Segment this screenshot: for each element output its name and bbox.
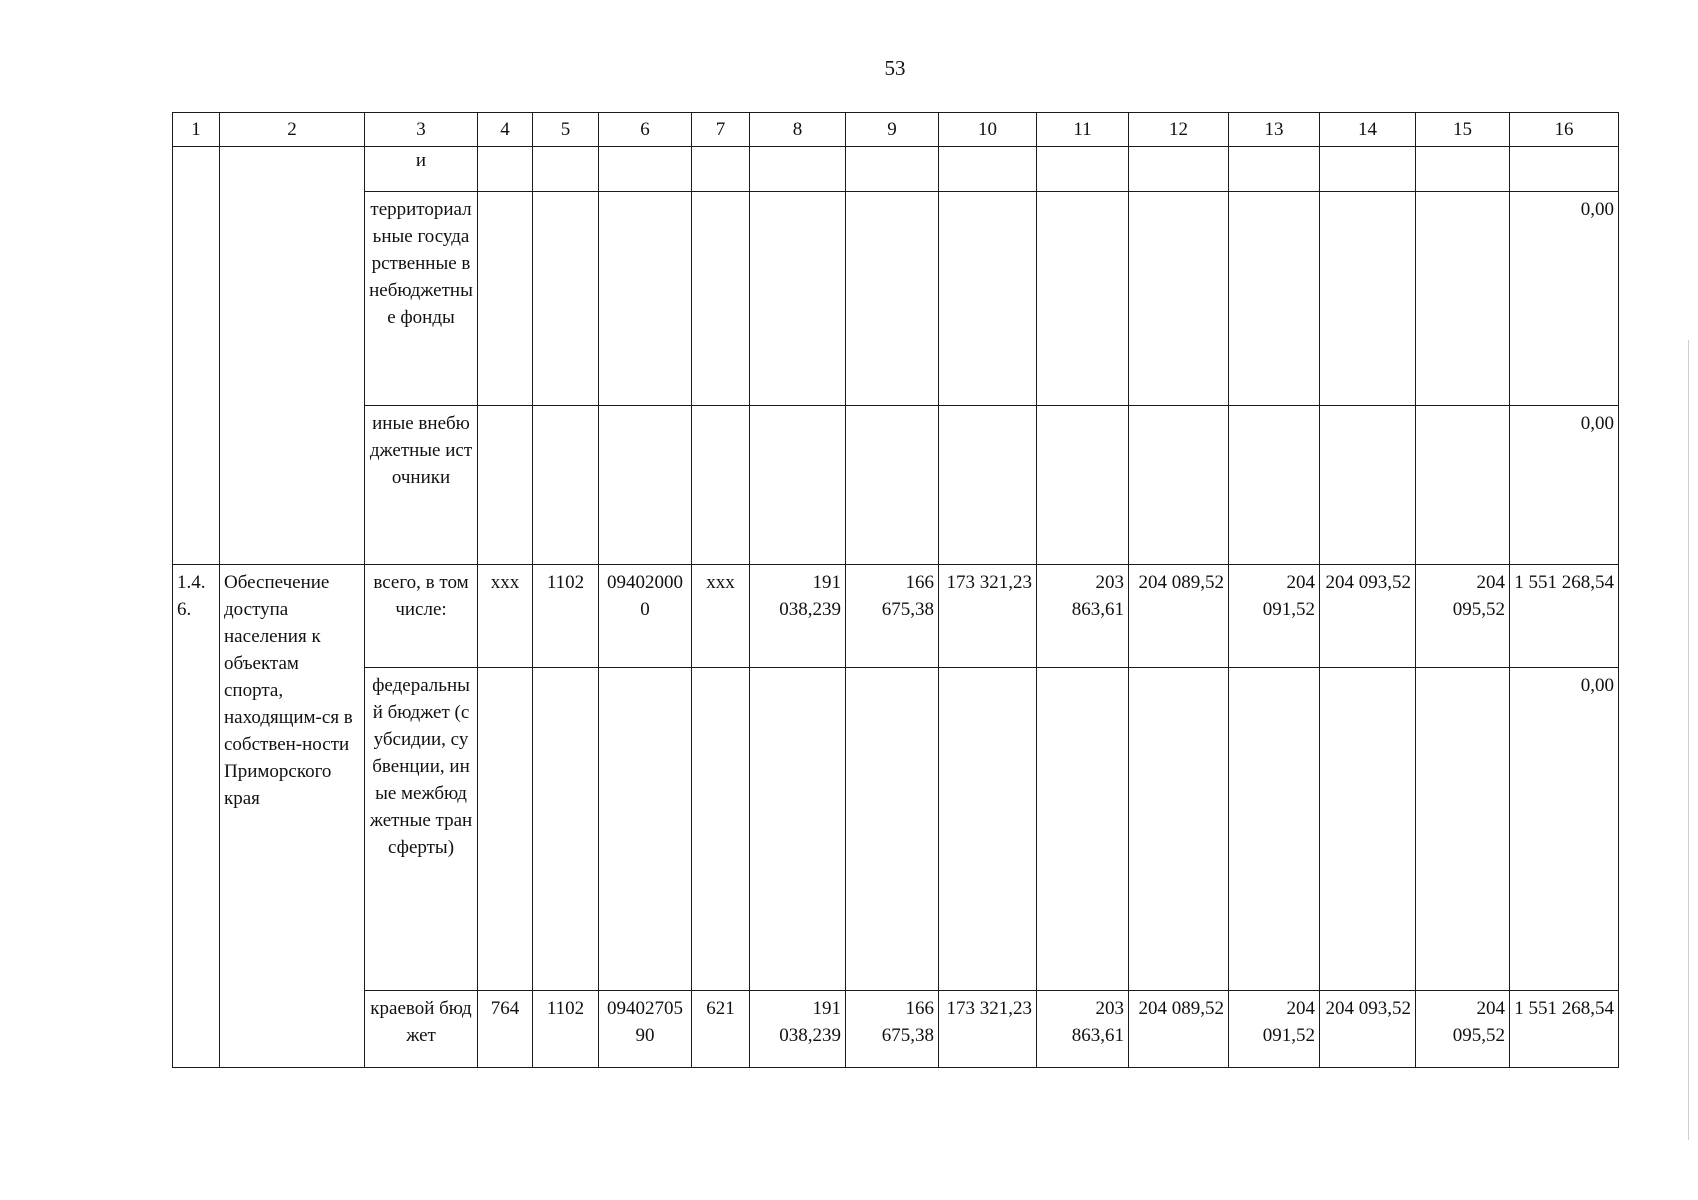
header-cell: 3 [365,113,478,147]
funding-source-cell: краевой бюджет [365,991,478,1068]
cell-c15: 204 095,52 [1416,565,1510,668]
total-cell: 0,00 [1510,192,1619,406]
header-cell: 8 [750,113,846,147]
cell-c15: 204 095,52 [1416,991,1510,1068]
table-row [173,406,1619,565]
cell-c5: 1102 [533,565,599,668]
funding-source-cell: и [365,147,478,192]
cell-c9: 166 675,38 [846,991,939,1068]
cell-c16: 1 551 268,54 [1510,991,1619,1068]
funding-source-cell: территориальные государственные внебюджетные фонды [365,192,478,406]
table-row [173,668,1619,991]
funding-source-cell: иные внебюджетные источники [365,406,478,565]
budget-table [172,112,1619,1068]
item-name-cell: Обеспечение доступа населения к объектам спорта, находящим-ся в собствен-ности Приморского края [220,565,365,1068]
cell-c13: 204 091,52 [1229,565,1320,668]
cell-c4: ххх [478,565,533,668]
header-row [173,113,1619,147]
funding-source-cell: всего, в том числе: [365,565,478,668]
cell-c7: 621 [692,991,750,1068]
cell-c12: 204 089,52 [1129,565,1229,668]
header-cell: 7 [692,113,750,147]
table-row [173,991,1619,1068]
cell-c6: 0940270590 [599,991,692,1068]
funding-source-cell: федеральный бюджет (субсидии, субвенции, иные межбюджетные трансферты) [365,668,478,991]
cell-c7: ххх [692,565,750,668]
header-cell: 10 [939,113,1037,147]
header-cell: 4 [478,113,533,147]
table-row [173,147,1619,192]
cell-c4: 764 [478,991,533,1068]
cell-c14: 204 093,52 [1320,565,1416,668]
cell-c6: 094020000 [599,565,692,668]
page-number: 53 [884,56,906,80]
cell-c10: 173 321,23 [939,565,1037,668]
cell-c11: 203 863,61 [1037,991,1129,1068]
header-cell: 1 [173,113,220,147]
header-cell: 11 [1037,113,1129,147]
header-cell: 2 [220,113,365,147]
cell-c13: 204 091,52 [1229,991,1320,1068]
cell-c8: 191 038,239 [750,565,846,668]
item-number-cell: 1.4.6. [173,565,220,1068]
header-cell: 16 [1510,113,1619,147]
cell-c9: 166 675,38 [846,565,939,668]
table-row [173,565,1619,668]
header-cell: 13 [1229,113,1320,147]
scan-edge-line [1688,340,1689,1140]
header-cell: 6 [599,113,692,147]
item-number-cell [173,147,220,565]
cell-c12: 204 089,52 [1129,991,1229,1068]
header-cell: 14 [1320,113,1416,147]
header-cell: 12 [1129,113,1229,147]
item-name-cell [220,147,365,565]
cell-c16: 0,00 [1510,668,1619,991]
cell-c8: 191 038,239 [750,991,846,1068]
cell-c5: 1102 [533,991,599,1068]
header-cell: 9 [846,113,939,147]
header-cell: 5 [533,113,599,147]
total-cell: 0,00 [1510,406,1619,565]
header-cell: 15 [1416,113,1510,147]
table-row [173,192,1619,406]
cell-c10: 173 321,23 [939,991,1037,1068]
cell-c16: 1 551 268,54 [1510,565,1619,668]
cell-c11: 203 863,61 [1037,565,1129,668]
cell-c14: 204 093,52 [1320,991,1416,1068]
